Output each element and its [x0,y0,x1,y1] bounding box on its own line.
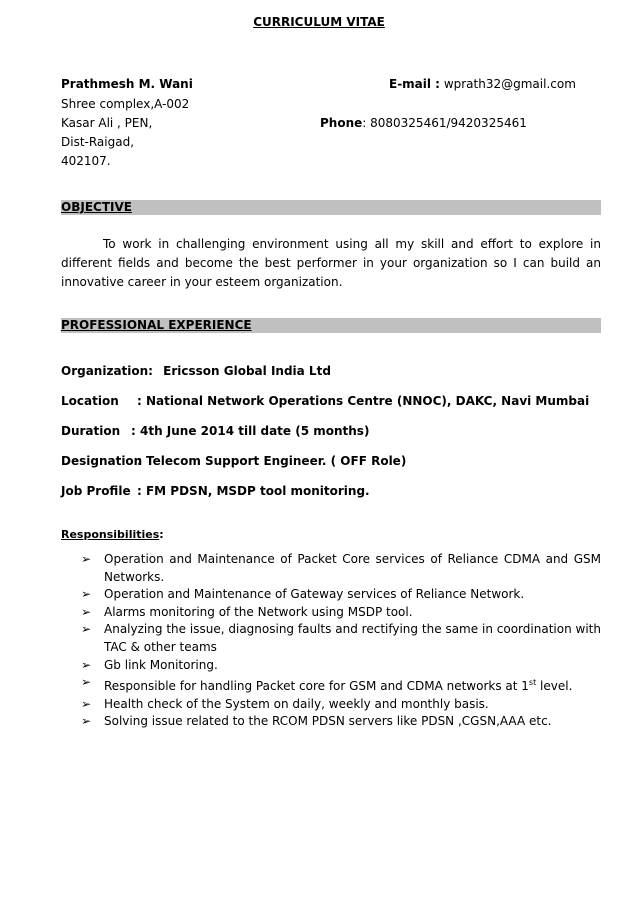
list-item-text: Alarms monitoring of the Network using MSDP tool. [104,604,413,619]
list-item [61,586,601,604]
arrow-bullet-icon: ➢ [81,657,92,672]
email-value[interactable]: wprath32@gmail.com [443,77,576,91]
ordinal-suffix: st [528,678,537,688]
address-line-1: Shree complex,A-002 [61,97,190,111]
list-item-text: Operation and Maintenance of Gateway services of Reliance Network. [104,587,525,602]
responsibilities-heading-text: Responsibilities [61,528,160,541]
list-item [61,713,601,731]
experience-heading-bar [61,318,601,333]
list-item-text: Solving issue related to the RCOM PDSN servers like PDSN ,CGSN,AAA etc. [104,714,552,729]
address-line-2: Kasar Ali , PEN, [61,116,153,130]
location-value: : National Network Operations Centre (NNOC), DAKC, Navi Mumbai [137,394,590,408]
experience-heading: PROFESSIONAL EXPERIENCE [61,318,252,332]
job-profile-label: Job Profile [61,484,131,498]
duration-row [61,421,369,441]
duration-value: : 4th June 2014 till date (5 months) [131,424,370,438]
objective-heading-bar [61,200,601,215]
list-item [61,551,601,586]
email-label: E-mail : [389,77,440,91]
list-item-text: Analyzing the issue, diagnosing faults and rectifying the same in coordination with TAC & other teams [104,622,601,654]
arrow-bullet-icon: ➢ [81,696,92,711]
job-profile-value: : FM PDSN, MSDP tool monitoring. [137,484,370,498]
list-item [61,604,601,622]
arrow-bullet-icon: ➢ [81,587,92,602]
arrow-bullet-icon: ➢ [81,622,92,637]
objective-heading: OBJECTIVE [61,200,132,214]
list-item-text: Gb link Monitoring. [104,657,218,672]
responsibilities-list [61,551,601,731]
organization-label: Organization: [61,364,153,378]
list-item [61,621,601,656]
candidate-name: Prathmesh M. Wani [61,77,193,91]
designation-row [61,451,406,471]
organization-row [61,361,331,381]
email-line [389,74,576,94]
job-profile-row [61,481,370,501]
phone-label: Phone [320,116,363,130]
designation-value: : Telecom Support Engineer. ( OFF Role) [137,454,407,468]
document-title: CURRICULUM VITAE [253,15,385,29]
duration-label: Duration [61,424,121,438]
list-item [61,657,601,675]
list-item [61,696,601,714]
list-item-text: Operation and Maintenance of Packet Core services of Reliance CDMA and GSM Networks. [104,552,601,584]
objective-text: To work in challenging environment using all my skill and effort to explore in different fields and become the best performer in your organization so I can build an innovative career in your esteem organization. [61,237,601,289]
location-label: Location [61,394,119,408]
address-line-4: 402107. [61,154,111,168]
arrow-bullet-icon: ➢ [81,714,92,729]
arrow-bullet-icon: ➢ [81,675,92,690]
address-line-3: Dist-Raigad, [61,135,135,149]
location-row [61,391,589,411]
list-item [61,674,601,696]
designation-label: Designation [61,454,143,468]
phone-value: : 8080325461/9420325461 [362,116,527,130]
responsibilities-heading [61,526,164,544]
list-item-text: Responsible for handling Packet core for GSM and CDMA networks at 1 [104,679,529,694]
arrow-bullet-icon: ➢ [81,552,92,566]
list-item-text-tail: level. [536,679,573,694]
arrow-bullet-icon: ➢ [81,604,92,619]
list-item-text: Health check of the System on daily, weekly and monthly basis. [104,696,489,711]
phone-line [320,113,527,133]
responsibilities-heading-colon: : [159,528,164,541]
objective-text-block [61,235,601,292]
organization-value: Ericsson Global India Ltd [163,364,331,378]
